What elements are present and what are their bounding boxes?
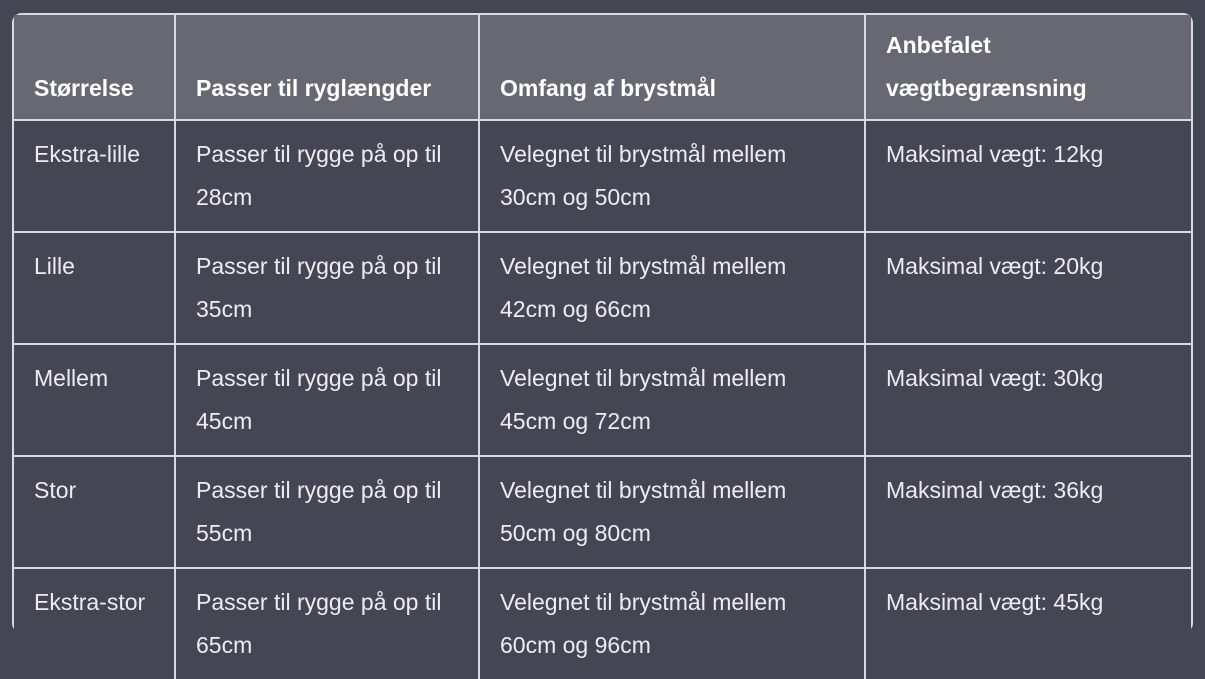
cell-size: Lille (14, 232, 175, 344)
header-weight-limit: Anbefalet vægtbegrænsning (865, 15, 1191, 120)
cell-chest-range: Velegnet til brystmål mellem 60cm og 96cm (479, 568, 865, 679)
table-row (14, 568, 1191, 679)
table-header-row (14, 15, 1191, 120)
table-row (14, 120, 1191, 232)
cell-chest-range: Velegnet til brystmål mellem 45cm og 72cm (479, 344, 865, 456)
cell-chest-range: Velegnet til brystmål mellem 42cm og 66cm (479, 232, 865, 344)
cell-size: Ekstra-stor (14, 568, 175, 679)
cell-back-length: Passer til rygge på op til 55cm (175, 456, 479, 568)
cell-chest-range: Velegnet til brystmål mellem 50cm og 80cm (479, 456, 865, 568)
cell-weight-limit: Maksimal vægt: 36kg (865, 456, 1191, 568)
cell-back-length: Passer til rygge på op til 35cm (175, 232, 479, 344)
cell-back-length: Passer til rygge på op til 45cm (175, 344, 479, 456)
table-row (14, 456, 1191, 568)
cell-back-length: Passer til rygge på op til 28cm (175, 120, 479, 232)
cell-size: Stor (14, 456, 175, 568)
table-row (14, 344, 1191, 456)
cell-weight-limit: Maksimal vægt: 12kg (865, 120, 1191, 232)
cell-weight-limit: Maksimal vægt: 20kg (865, 232, 1191, 344)
cell-size: Ekstra-lille (14, 120, 175, 232)
cell-weight-limit: Maksimal vægt: 30kg (865, 344, 1191, 456)
cell-back-length: Passer til rygge på op til 65cm (175, 568, 479, 679)
cell-size: Mellem (14, 344, 175, 456)
cell-weight-limit: Maksimal vægt: 45kg (865, 568, 1191, 679)
header-back-length: Passer til ryglængder (175, 15, 479, 120)
header-chest-range: Omfang af brystmål (479, 15, 865, 120)
header-size: Størrelse (14, 15, 175, 120)
table-row (14, 232, 1191, 344)
size-table-container (12, 13, 1193, 658)
size-table (14, 15, 1191, 679)
cell-chest-range: Velegnet til brystmål mellem 30cm og 50cm (479, 120, 865, 232)
